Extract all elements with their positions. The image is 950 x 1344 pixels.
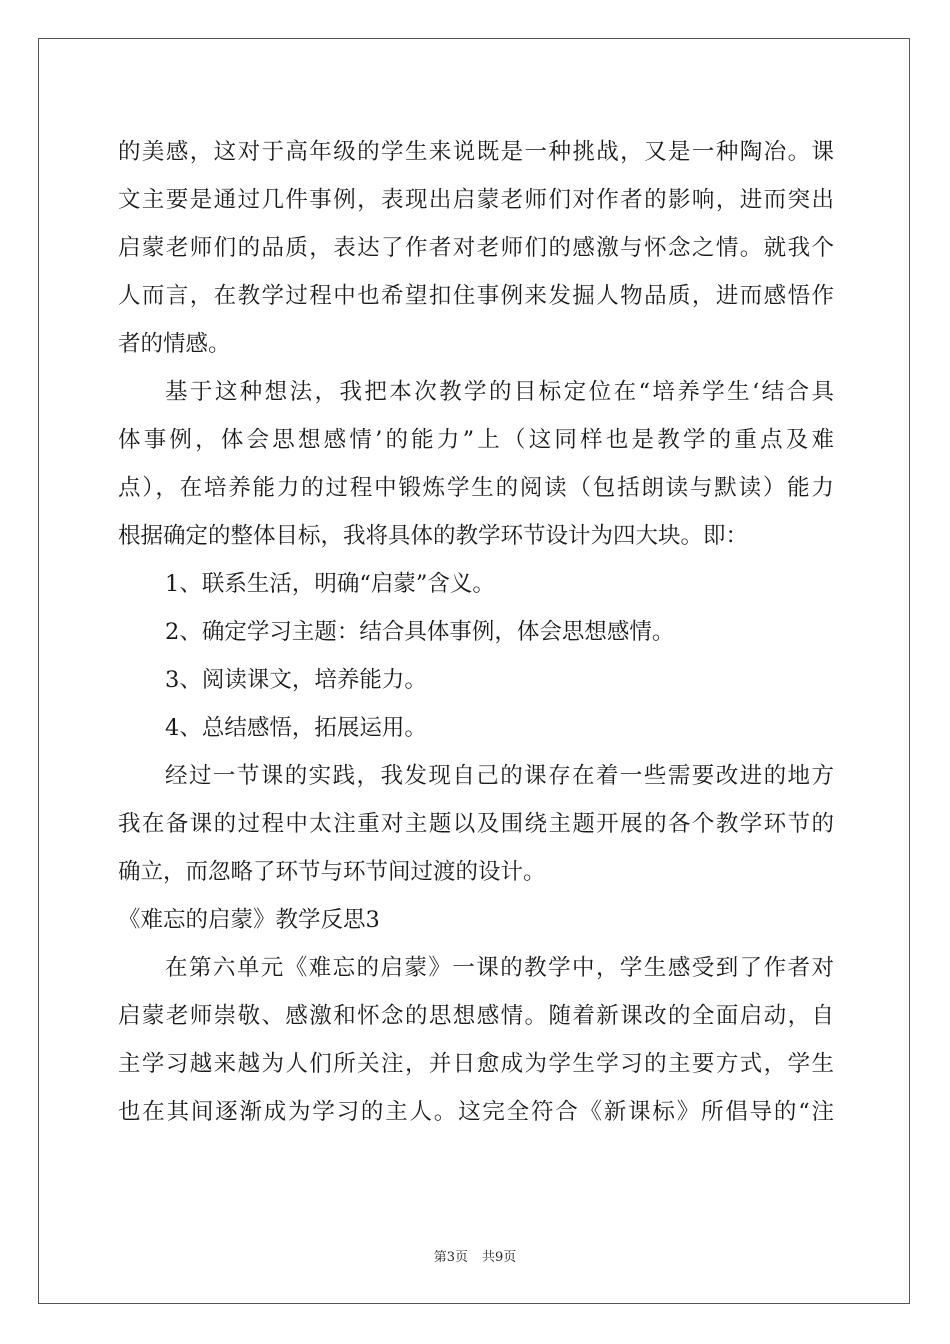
page-footer [0, 1246, 950, 1265]
text-line: 启蒙老师们的品质，表达了作者对老师们的感激与怀念之情。就我个 [118, 235, 834, 261]
text-line: 经过一节课的实践，我发现自己的课存在着一些需要改进的地方 [165, 763, 834, 789]
text-line: 体事例，体会思想感情’的能力”上（这同样也是教学的重点及难 [118, 427, 834, 453]
text-line: 在第六单元《难忘的启蒙》一课的教学中，学生感受到了作者对 [165, 955, 834, 981]
text-line: 者的情感。 [118, 331, 231, 357]
text-line: 基于这种想法，我把本次教学的目标定位在“培养学生‘结合具 [165, 379, 834, 405]
document-body [118, 128, 834, 1136]
page-number: 第3页 [433, 1250, 468, 1265]
section-heading: 《难忘的启蒙》教学反思3 [118, 907, 380, 933]
text-line: 我在备课的过程中太注重对主题以及围绕主题开展的各个教学环节的 [118, 811, 834, 837]
text-line: 点），在培养能力的过程中锻炼学生的阅读（包括朗读与默读）能力 [118, 475, 834, 501]
text-line: 确立，而忽略了环节与环节间过渡的设计。 [118, 859, 546, 885]
text-line: 的美感，这对于高年级的学生来说既是一种挑战，又是一种陶冶。课 [118, 139, 834, 165]
text-line: 主学习越来越为人们所关注，并日愈成为学生学习的主要方式，学生 [118, 1051, 834, 1077]
list-item: 3、阅读课文，培养能力。 [165, 667, 427, 693]
list-item: 2、确定学习主题：结合具体事例，体会思想感情。 [165, 619, 675, 645]
text-line: 启蒙老师崇敬、感激和怀念的思想感情。随着新课改的全面启动，自 [118, 1003, 834, 1029]
text-line: 人而言，在教学过程中也希望扣住事例来发掘人物品质，进而感悟作 [118, 283, 834, 309]
list-item: 1、联系生活，明确“启蒙”含义。 [165, 571, 495, 597]
text-line: 根据确定的整体目标，我将具体的教学环节设计为四大块。即： [118, 523, 749, 549]
page-total: 共9页 [482, 1250, 517, 1265]
text-line: 也在其间逐渐成为学习的主人。这完全符合《新课标》所倡导的“注 [118, 1099, 834, 1125]
list-item: 4、总结感悟，拓展运用。 [165, 715, 427, 741]
text-line: 文主要是通过几件事例，表现出启蒙老师们对作者的影响，进而突出 [118, 187, 834, 213]
